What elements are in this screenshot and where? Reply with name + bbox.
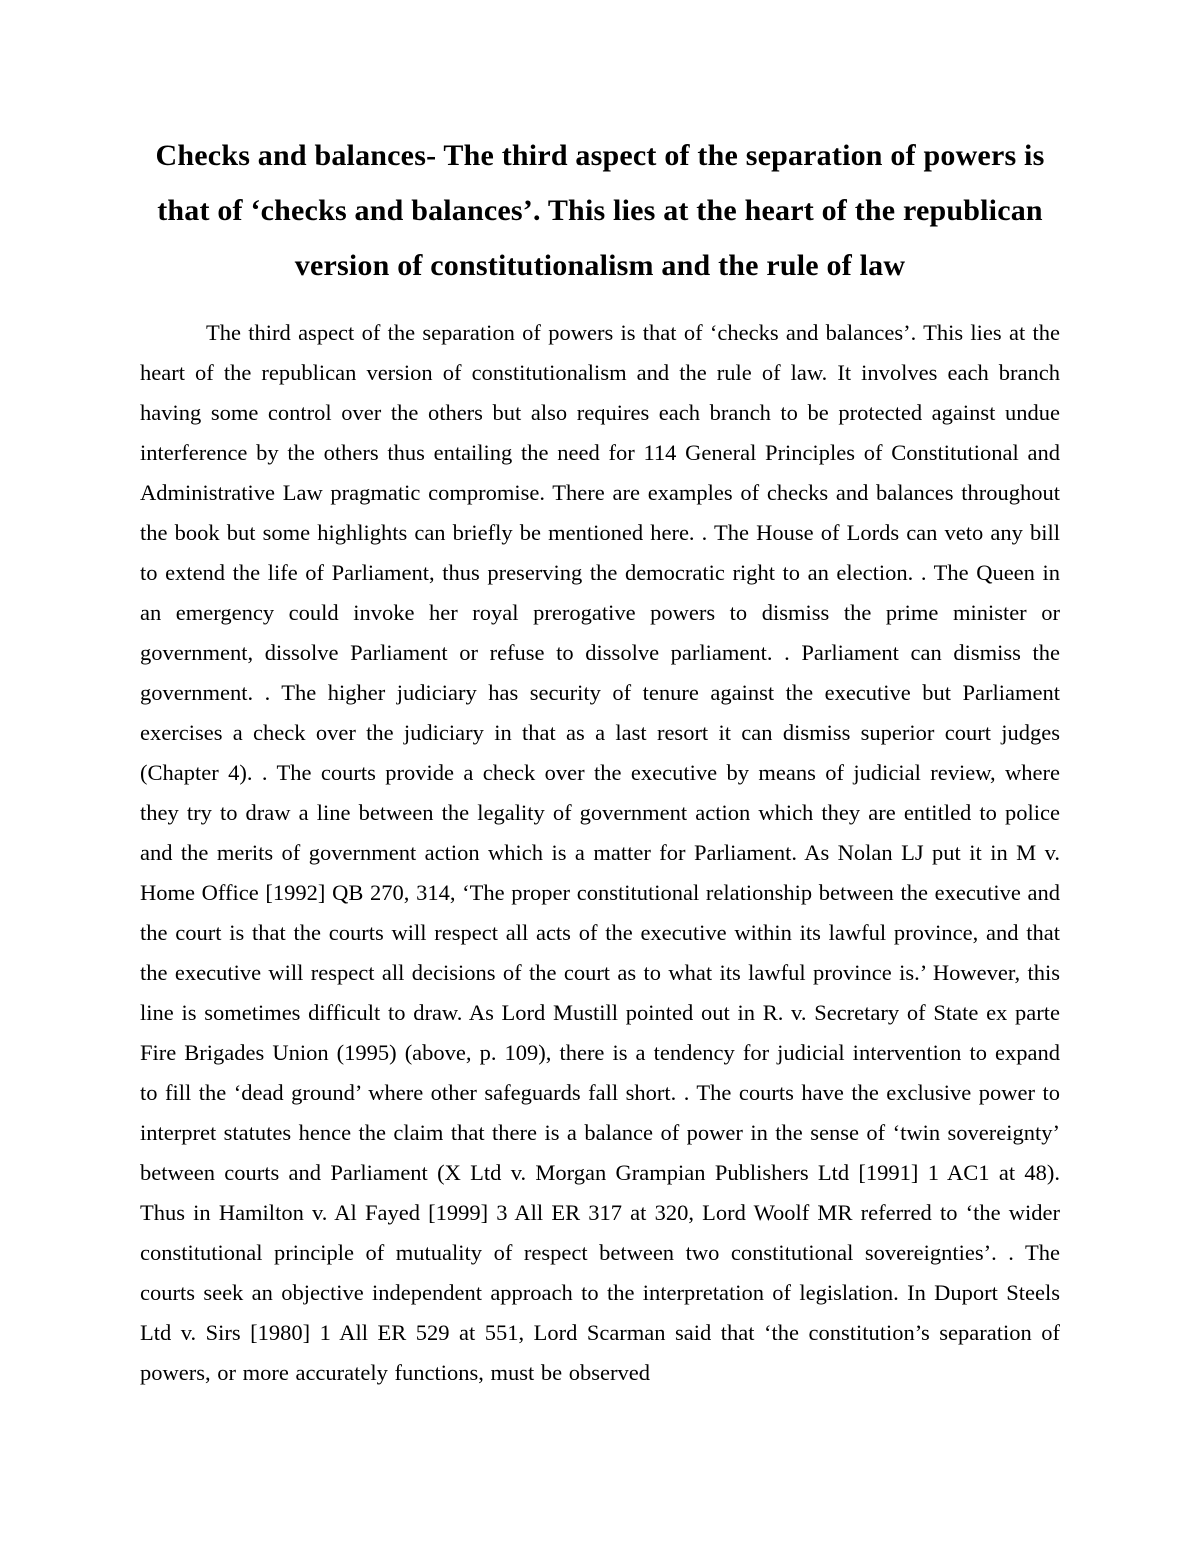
document-paragraph: The third aspect of the separation of powers is that of ‘checks and balances’. This lies at the heart of the republican version of constitutionalism and the rule of law. It involves each branch having some control over the others but also requires each branch to be protected against undue interference by the others thus entailing the need for 114 General Principles of Constitutional and Administrative Law pragmatic compromise. There are examples of checks and balances throughout the book but some highlights can briefly be mentioned here. . The House of Lords can veto any bill to extend the life of Parliament, thus preserving the democratic right to an election. . The Queen in an emergency could invoke her royal prerogative powers to dismiss the prime minister or government, dissolve Parliament or refuse to dissolve parliament. . Parliament can dismiss the government. . The higher judiciary has security of tenure against the executive but Parliament exercises a check over the judiciary in that as a last resort it can dismiss superior court judges (Chapter 4). . The courts provide a check over the executive by means of judicial review, where they try to draw a line between the legality of government action which they are entitled to police and the merits of government action which is a matter for Parliament. As Nolan LJ put it in M v. Home Office [1992] QB 270, 314, ‘The proper constitutional relationship between the executive and the court is that the courts will respect all acts of the executive within its lawful province, and that the executive will respect all decisions of the court as to what its lawful province is.’ However, this line is sometimes difficult to draw. As Lord Mustill pointed out in R. v. Secretary of State ex parte Fire Brigades Union (1995) (above, p. 109), there is a tendency for judicial intervention to expand to fill the ‘dead ground’ where other safeguards fall short. . The courts have the exclusive power to interpret statutes hence the claim that there is a balance of power in the sense of ‘twin sovereignty’ between courts and Parliament (X Ltd v. Morgan Grampian Publishers Ltd [1991] 1 AC1 at 48). Thus in Hamilton v. Al Fayed [1999] 3 All ER 317 at 320, Lord Woolf MR referred to ‘the wider constitutional principle of mutuality of respect between two constitutional sovereignties’. . The courts seek an objective independent approach to the interpretation of legislation. In Duport Steels Ltd v. Sirs [1980] 1 All ER 529 at 551, Lord Scarman said that ‘the constitution’s separation of powers, or more accurately functions, must be observed: [140, 320, 1060, 1385]
document-title: Checks and balances- The third aspect of the separation of powers is that of ‘checks and balances’. This lies at the heart of the republican version of constitutionalism and the rule of law: [155, 139, 1045, 282]
